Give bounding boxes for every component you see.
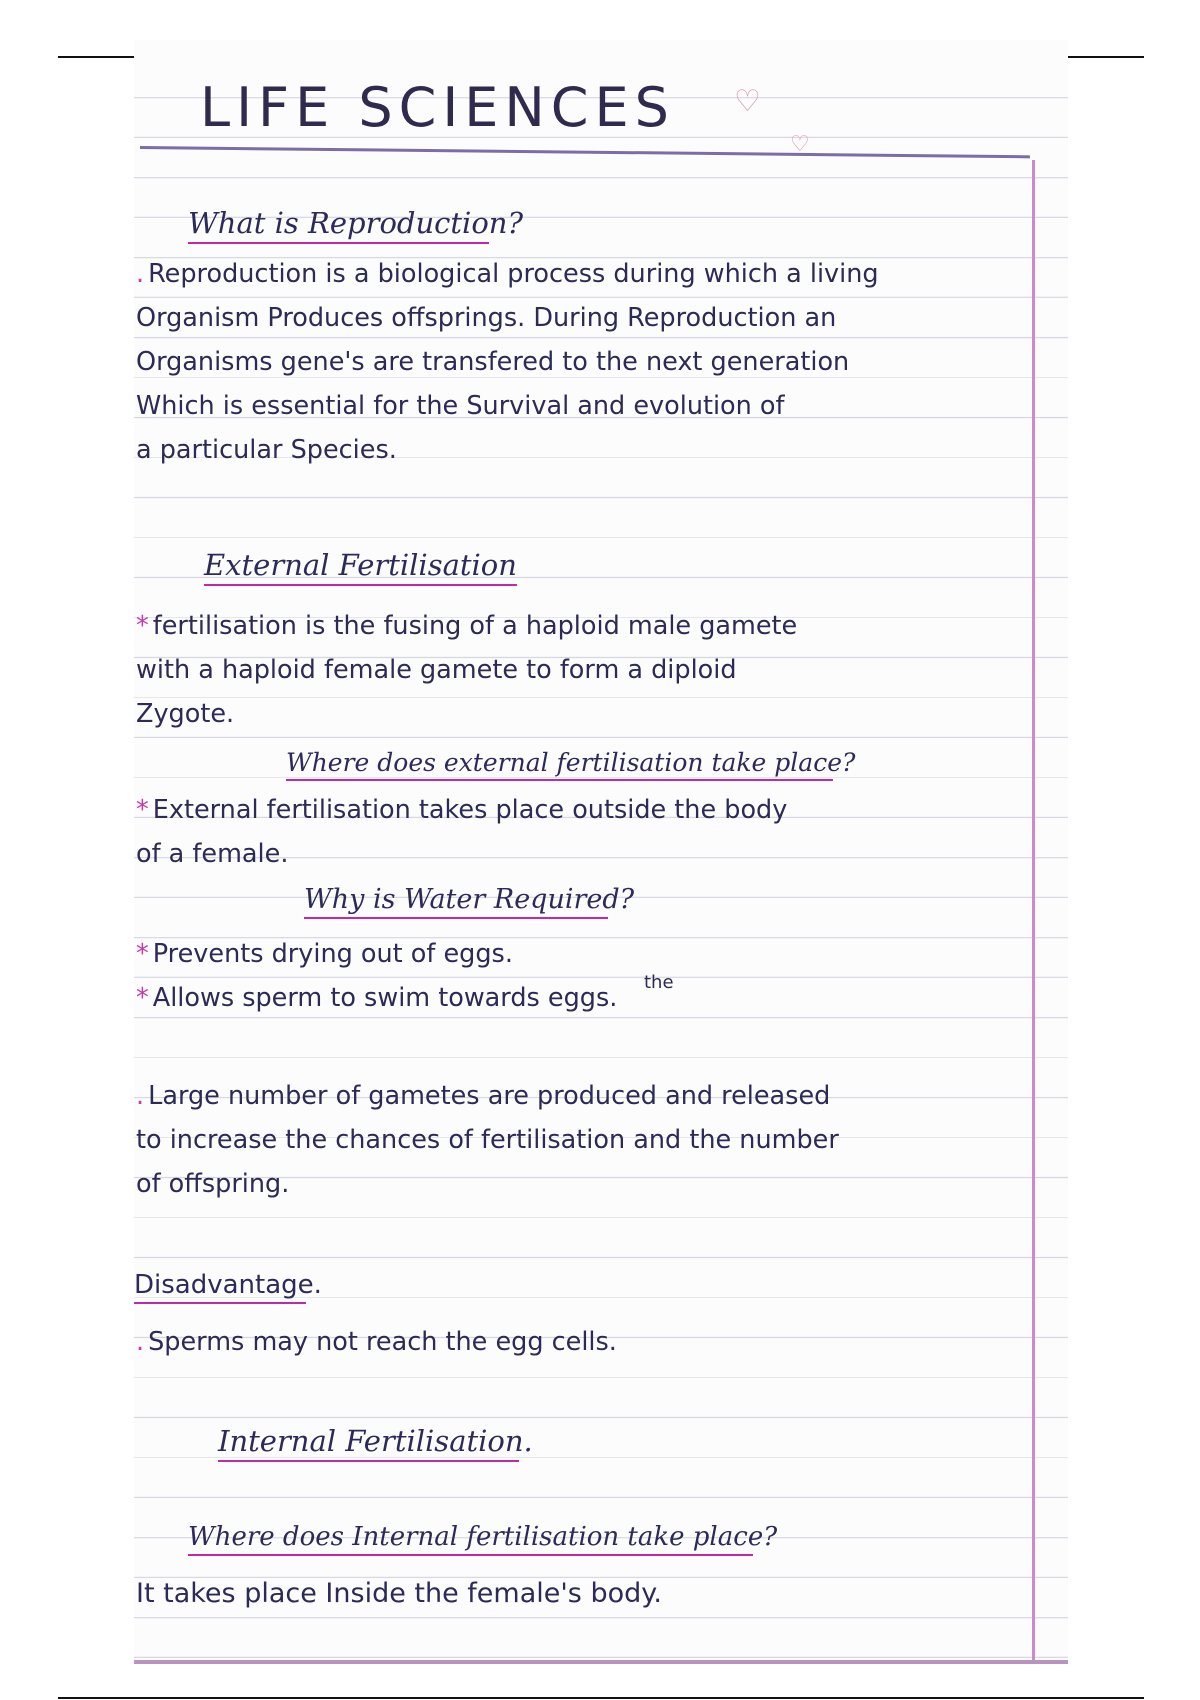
paragraph-line: * External fertilisation takes place outside the body bbox=[136, 795, 788, 825]
top-edge-line-right bbox=[1068, 56, 1144, 58]
paragraph-line: a particular Species. bbox=[136, 435, 397, 465]
list-item: * Allows sperm to swim towards eggs. bbox=[136, 983, 618, 1013]
disadvantage-paragraph bbox=[136, 1320, 998, 1364]
reproduction-paragraph bbox=[136, 252, 998, 472]
heading-why-water: Why is Water Required? bbox=[304, 884, 634, 915]
page-bottom-border bbox=[134, 1660, 1068, 1664]
paragraph-line: * fertilisation is the fusing of a haploid male gamete bbox=[136, 611, 798, 641]
where-internal-paragraph bbox=[136, 1572, 998, 1616]
paragraph-line: Which is essential for the Survival and evolution of bbox=[136, 391, 785, 421]
paragraph-line: of offspring. bbox=[136, 1169, 290, 1199]
paragraph-line: Zygote. bbox=[136, 699, 235, 729]
gametes-paragraph bbox=[136, 1074, 998, 1206]
heading-where-external: Where does external fertilisation take place? bbox=[286, 748, 855, 777]
paragraph-line: It takes place Inside the female's body. bbox=[136, 1578, 662, 1609]
page-margin-line bbox=[1032, 160, 1035, 1662]
paragraph-line: to increase the chances of fertilisation and the number bbox=[136, 1125, 839, 1155]
heading-external-fertilisation: External Fertilisation bbox=[204, 548, 517, 582]
paragraph-line: with a haploid female gamete to form a diploid bbox=[136, 655, 737, 685]
heading-internal-fertilisation: Internal Fertilisation. bbox=[218, 1424, 533, 1458]
paragraph-line: . Sperms may not reach the egg cells. bbox=[136, 1327, 617, 1357]
heart-doodle-icon: ♡ bbox=[790, 132, 810, 157]
paragraph-line: . Large number of gametes are produced and released bbox=[136, 1081, 831, 1111]
paragraph-line: Organisms gene's are transfered to the next generation bbox=[136, 347, 850, 377]
list-item: * Prevents drying out of eggs. bbox=[136, 939, 513, 969]
where-external-paragraph bbox=[136, 788, 998, 876]
paragraph-line: Organism Produces offsprings. During Reproduction an bbox=[136, 303, 837, 333]
top-edge-line-left bbox=[58, 56, 134, 58]
heart-doodle-icon: ♡ bbox=[734, 84, 761, 119]
heading-where-internal: Where does Internal fertilisation take place? bbox=[188, 1522, 777, 1552]
insert-word-above: the bbox=[644, 972, 674, 993]
paragraph-line: of a female. bbox=[136, 839, 289, 869]
heading-disadvantage: Disadvantage. bbox=[134, 1270, 322, 1300]
external-fertilisation-paragraph bbox=[136, 604, 998, 736]
water-bullet-list bbox=[136, 932, 998, 1020]
page-title: LIFE SCIENCES bbox=[200, 76, 675, 139]
paragraph-line: . Reproduction is a biological process during which a living bbox=[136, 259, 879, 289]
heading-what-is-reproduction: What is Reproduction? bbox=[188, 206, 523, 240]
bottom-edge-line bbox=[58, 1697, 1144, 1699]
